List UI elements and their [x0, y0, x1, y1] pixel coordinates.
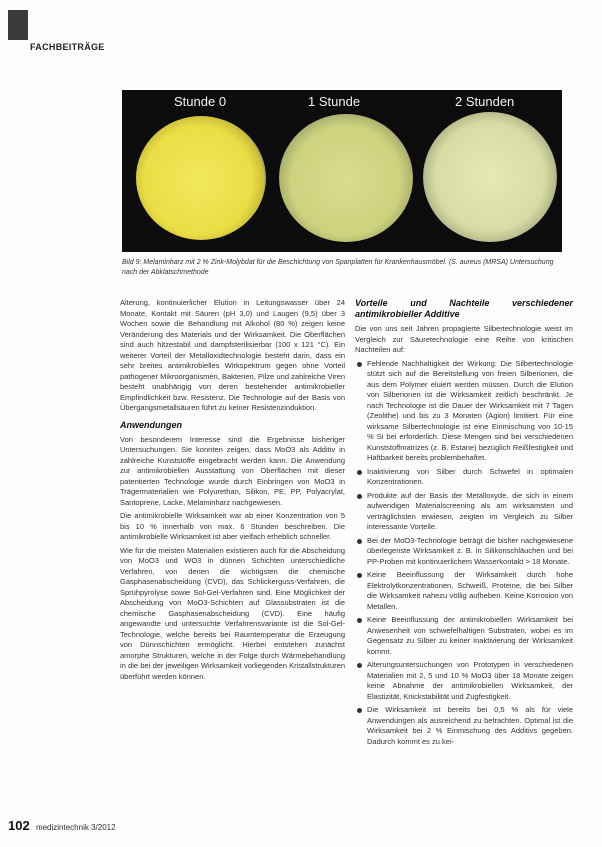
paragraph: Die antimikrobielle Wirksamkeit war ab einer Konzentration von 5 bis 10 % innerhalb von max. 6 Stunden beschreiben. Die antimikrobielle Wirksamkeit ist aber vielfach erheblich schneller.: [120, 511, 345, 541]
list-item: Alterungsuntersuchungen von Prototypen in verschiedenen Materialien mit 2, 5 und 10 % MoO3 über 18 Monate zeigen keine Abnahme der antimikrobiellen Wirksamkeit, der Elastizität, Knickstabilität und Zugfestigkeit.: [367, 660, 573, 701]
section-heading: Anwendungen: [120, 419, 182, 430]
journal-name: medizintechnik 3/2012: [35, 823, 116, 832]
figure-caption: Bild 9: Melaminharz mit 2 % Zink-Molybdat für die Beschichtung von Spanplatten für Krankenhausmöbel. (S. aureus (MRSA) Untersuchung nach der Abklatschmethode: [122, 259, 554, 276]
paragraph: Von besonderem Interesse sind die Ergebnisse bisheriger Untersuchungen. Sie konnten zeigen, dass MoO3 als Additiv in zahlreiche Kunststoffe eingebracht werden kann. Die Anwendung zur antimikrobiellen Ausstattung von Oberflächen mit dieser patentierten Technologie wurde durch Einbringen von MoO3 in Trägermaterialien wie Polyurethan, Silikon, PE, PP, Polyacrylat, Santoprene, Lacke, Melaminharz nachgewiesen.: [120, 434, 345, 507]
list-item: Keine Beeinflussung der antimikrobiellen Wirksamkeit bei Anwesenheit von schwefelhaltigen Substraten, wobei es im Gegensatz zu Silber zu keiner Inaktivierung der Wirksamkeit kommt.: [367, 615, 573, 656]
section-marker: [8, 10, 28, 40]
page-footer: [8, 818, 116, 833]
page-number: 102: [8, 818, 30, 833]
paragraph: Wie für die meisten Materialien existieren auch für die Abscheidung von MoO3 und WO3 in dünnen Schichten unterschiedliche Verfahren, von denen die wichtigsten die chemische Gasphasenabscheidung (CVD), das Schlickerguss-Verfahren, die Sprühpyrolyse sowie Sol-Gel-Verfahren sind. Eine Möglichkeit der Abscheidung von MoO3-Schichten auf Glassubstraten ist die chemische Gasphasenabscheidung (CVD). Eine häufig angewandte und untersuchte Verfahrensvariante ist die Sol-Gel-Technologie, welche bereits bei Raumtemperatur die Erzeugung von Dünnschichten ermöglicht. Hierbei entstehen zunächst amorphe Strukturen, welche in der Folge durch Wärmebehandlung in die bei der jeweiligen Wirksamkeit vorliegenden Kristallstrukturen überführt werden können.: [120, 545, 345, 681]
list-item: Die Wirksamkeit ist bereits bei 0,5 % als für viele Anwendungen als ausreichend zu betrachten. Optimal ist die Wirksamkeit bei 2 % Einmischung des Additivs gegeben. Dadurch kommt es zu kei-: [367, 705, 573, 746]
section-label: FACHBEITRÄGE: [30, 42, 105, 52]
list-item: Inaktivierung von Silber durch Schwefel in optimalen Konzentrationen.: [367, 466, 573, 486]
label-hour-1: 1 Stunde: [308, 94, 361, 109]
list-item: Fehlende Nachhaltigkeit der Wirkung: Die Silbertechnologie stützt sich auf die Bereitstellung von freien Silberionen, die aus dem Polymer eluiert werden müssen. Durch die Elution von Silberionen ist die Wirksamkeit zeitlich beschränkt. Je nach Technologie ist die Dauer der Wirksamkeit mit 7 Tagen (Zeolithe) und bis zu 3 Monaten (Agion) limitiert. Für eine wirksame Silbertechnologie ist eine Einmischung von 10-15 % Si bei erforderlich. Diese Mengen sind bei verschiedenen Kunststoffmatrizes (z. B. Estane) bezüglich Reißfestigkeit und Haftbarkeit bereits problembehaftet.: [367, 358, 573, 462]
list-item: Keine Beeinflussung der Wirksamkeit durch hohe Elektrolytkonzentrationen, Schweiß, Proteine, die bei Silber die Wirksamkeit nahezu völlig aufheben. Keine Korrosion von Metallen.: [367, 570, 573, 611]
label-hour-0: Stunde 0: [174, 94, 227, 109]
section-heading: Vorteile und Nachteile verschiedener antimikrobieller Additive: [355, 298, 573, 319]
petri-dish-hour-2: [423, 112, 557, 242]
paragraph: Die von uns seit Jahren propagierte Silbertechnologie weist im Vergleich zur Säuretechnologie eine Reihe von kritischen Nachteilen auf:: [355, 324, 573, 354]
petri-dish-photo: [122, 90, 562, 252]
petri-dish-hour-1: [279, 114, 413, 242]
list-item: Produkte auf der Basis der Metalloxyde, die sich in einem aufwendigen Materialscreening als am wirksamsten und verträglichsten erwiesen, zeigten im Vergleich zu Silber interessante Vorteile.: [367, 490, 573, 531]
left-column: [120, 298, 345, 685]
petri-dish-hour-0: [136, 116, 266, 240]
label-hour-2: 2 Stunden: [455, 94, 515, 109]
paragraph: Alterung, kontinuierlicher Elution in Leitungswasser über 24 Monate, Kontakt mit Säuren (pH 3,0) und Laugen (9,5) über 3 Wochen sowie die Behandlung mit Alkohol (80 %) zeigen keine Veränderung des Materials und der Wirksamkeit. Die Oberflächen sind auch hitzestabil und dampfsterilisierbar (100 x 121 °C). Ein weiterer Vorteil der Metalloxidtechnologie besteht darin, dass ein sehr breites antimikrobielles Wirkspektrum gegen ohne Vorteil pathogener Mikroorganismen, Bakterien, Pilze und zahlreiche Viren besteht unabhängig von deren bestehender antimikrobieller Empfindlichkeit bzw. Resistenz. Die Technologie auf der Basis von Übergangsmetallsäuren führt zu keiner Resistenzinduktion.: [120, 298, 345, 412]
list-item: Bei der MoO3-Technologie beträgt die bisher nachgewiesene überlegenste Wirksamkeit z. B. in Silikonschläuchen und bei PP-Proben mit kontinuierlichem Wasserkontakt > 18 Monate.: [367, 535, 573, 566]
right-column: [355, 298, 573, 750]
bullet-list: [355, 359, 573, 748]
